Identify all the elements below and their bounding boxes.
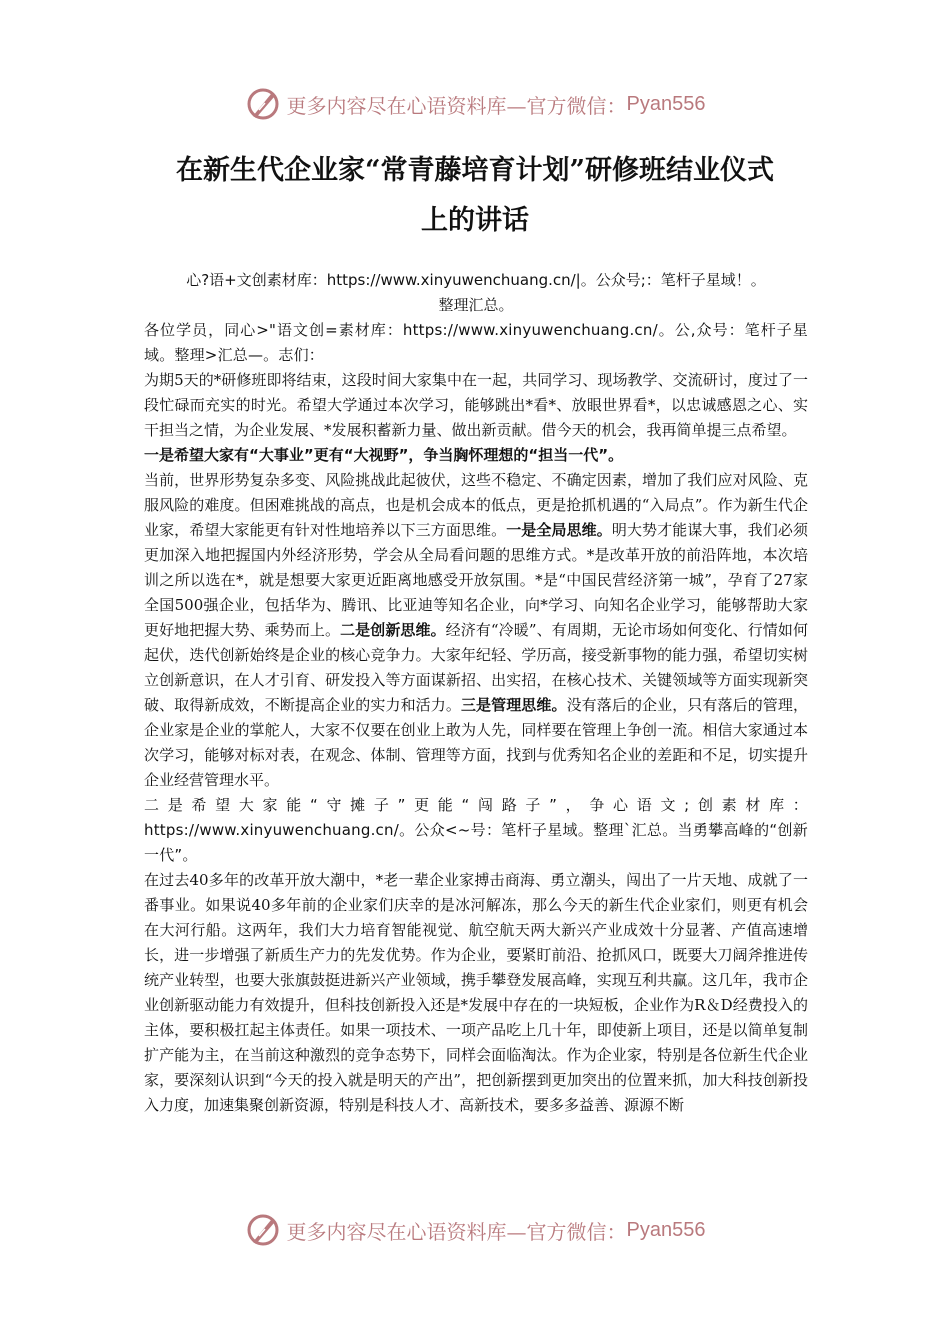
banner-wechat-id: Pyan556 xyxy=(626,92,706,115)
point-2-paragraph: 在过去40多年的改革开放大潮中，*老一辈企业家搏击商海、勇立潮头，闯出了一片天地、成就了一番事业。如果说40多年前的企业家们庆幸的是冰河解冻，那么今天的新生代企业家们，则更有机会在大河行船。这两年，我们大力培育智能视觉、航空航天两大新兴产业成效十分显著、产值高速增长，进一步增强了新质生产力的先发优势。作为企业，要紧盯前沿、抢抓风口，既要大刀阔斧推进传统产业转型，也要大张旗鼓挺进新兴产业领域，携手攀登发展高峰，实现互利共赢。这几年，我市企业创新驱动能力有效提升，但科技创新投入还是*发展中存在的一块短板，企业作为R＆D经费投入的主体，要积极扛起主体责任。如果一项技术、一项产品吃上几十年，即使新上项目，还是以简单复制扩产能为主，在当前这种激烈的竞争态势下，同样会面临淘汰。作为企业家，特别是各位新生代企业家，要深刻认识到“今天的投入就是明天的产出”，把创新摆到更加突出的位置来抓，加大科技创新投入力度，加速集聚创新资源，特别是科技人才、高新技术，要多多益善、源源不断 xyxy=(144,871,808,1114)
banner-text: 更多内容尽在心语资料库—官方微信： xyxy=(286,93,627,118)
header-watermark-banner xyxy=(0,84,950,124)
global-thinking-label: 一是全局思维。 xyxy=(506,521,612,539)
management-thinking-label: 三是管理思维。 xyxy=(460,696,567,714)
footer-watermark-banner xyxy=(0,1210,950,1250)
point-1-text-c: 经济有“冷暖”、有周期，无论市场如何变化、行情如何起伏，迭代创新始终是企业的核心竞争力。大家年纪轻、学历高，接受新事物的能力强，希望切实树立创新意识，在人才引育、研发投入等方面谋新招、出实招，在核心技术、关键领域等方面实现新突破、取得新成效，不断提高企业的实力和活力。 xyxy=(144,621,808,714)
point-1-paragraph xyxy=(144,468,808,793)
quill-logo-icon xyxy=(245,86,281,122)
title-line-1: 在新生代企业家“常青藤培育计划”研修班结业仪式 xyxy=(175,155,775,186)
point-1-text-b: 明大势才能谋大事，我们必须更加深入地把握国内外经济形势，学会从全局看问题的思维方式。*是改革开放的前沿阵地，本次培训之所以选在*，就是想要大家更近距离地感受开放氛围。*是“中国民营经济第一城”，孕育了27家全国500强企业，包括华为、腾讯、比亚迪等知名企业，向*学习、向知名企业学习，能够帮助大家更好地把握大势、乘势而上。 xyxy=(144,521,808,639)
banner-wechat-id: Pyan556 xyxy=(626,1218,706,1241)
innovation-thinking-label: 二是创新思维。 xyxy=(340,621,446,639)
title-line-2: 上的讲话 xyxy=(421,205,529,236)
document-body xyxy=(144,268,808,1118)
point-1-heading: 一是希望大家有“大事业”更有“大视野”，争当胸怀理想的“担当一代”。 xyxy=(144,446,624,464)
source-line-1: 心?语+文创素材库：https://www.xinyuwenchuang.cn/|。公众号;：笔杆子星域！。 xyxy=(186,271,766,289)
source-line xyxy=(144,268,808,318)
point-1-text-d: 没有落后的企业，只有落后的管理，企业家是企业的掌舵人，大家不仅要在创业上敢为人先，同样要在管理上争创一流。相信大家通过本次学习，能够对标对表，在观念、体制、管理等方面，找到与优秀知名企业的差距和不足，切实提升企业经营管理水平。 xyxy=(144,696,808,789)
point-2-heading: 二是希望大家能“守摊子”更能“闯路子”，争心语文;创素材库：https://www.xinyuwenchuang.cn/。公众<~号：笔杆子星域。整理`汇总。当勇攀高峰的“创新一代”。 xyxy=(144,796,808,864)
greeting: 各位学员，同心>"语文创=素材库：https://www.xinyuwenchuang.cn/。公,众号：笔杆子星域。整理>汇总—。志们： xyxy=(144,321,808,364)
quill-logo-icon xyxy=(245,1212,281,1248)
banner-text: 更多内容尽在心语资料库—官方微信： xyxy=(286,1219,627,1244)
intro-paragraph: 为期5天的*研修班即将结束，这段时间大家集中在一起，共同学习、现场教学、交流研讨，度过了一段忙碌而充实的时光。希望大学通过本次学习，能够跳出*看*、放眼世界看*，以忠诚感恩之心、实干担当之情，为企业发展、*发展积蓄新力量、做出新贡献。借今天的机会，我再简单提三点希望。 xyxy=(144,371,808,439)
document-title xyxy=(120,146,830,246)
point-1-text-a: 当前，世界形势复杂多变、风险挑战此起彼伏，这些不稳定、不确定因素，增加了我们应对风险、克服风险的难度。但困难挑战的高点，也是机会成本的低点，更是抢抓机遇的“入局点”。作为新生代企业家，希望大家能更有针对性地培养以下三方面思维。 xyxy=(144,471,808,539)
source-line-2: 整理汇总。 xyxy=(438,296,514,314)
